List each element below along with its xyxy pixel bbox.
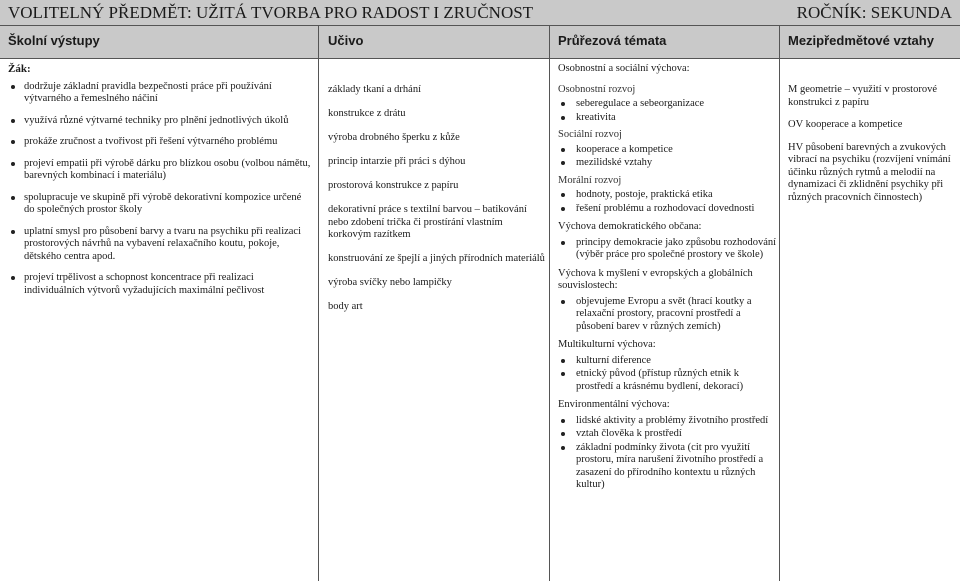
header-band [0, 0, 960, 58]
relation-item: M geometrie – využití v prostorové konstrukci z papíru [788, 84, 938, 108]
list-item: využívá různé výtvarné techniky pro plnění jednotlivých úkolů [8, 115, 313, 128]
list-item: mezilidské vztahy [558, 157, 778, 170]
theme-mkv [558, 339, 778, 393]
curriculum-item: výroba drobného šperku z kůže [328, 132, 460, 143]
list-item: kooperace a kompetice [558, 144, 778, 157]
column-divider [318, 25, 319, 581]
header-divider [0, 25, 960, 26]
list-item: lidské aktivity a problémy životního prostředí [558, 415, 778, 428]
theme-heading: Výchova k myšlení v evropských a globálních souvislostech: [558, 267, 753, 291]
theme-osv [558, 63, 778, 215]
subject-title: VOLITELNÝ PŘEDMĚT: UŽITÁ TVORBA PRO RADOST I ZRUČNOST [8, 3, 534, 22]
curriculum-item: výroba svíčky nebo lampičky [328, 277, 452, 288]
theme-vdo [558, 221, 778, 262]
curriculum-item: konstruování ze špejlí a jiných přírodních materiálů [328, 253, 545, 264]
list-item: etnický původ (přístup různých etnik k prostředí a krásnému bydlení, dekorací) [558, 368, 778, 393]
title-bar [8, 3, 952, 23]
outcomes-list [8, 81, 313, 298]
list-item: dodržuje základní pravidla bezpečnosti práce při používání výtvarného a řemeslného náčiní [8, 81, 313, 106]
curriculum-item: základy tkaní a drhání [328, 84, 422, 95]
relation-item: OV kooperace a kompetice [788, 119, 903, 130]
column-header-curriculum: Učivo [328, 33, 364, 48]
column-divider [549, 25, 550, 581]
list-item: projeví empatii při výrobě dárku pro blízkou osobu (volbou námětu, barevných kombinací i materiálu) [8, 158, 313, 183]
theme-heading: Environmentální výchova: [558, 399, 670, 410]
theme-subgroup: Osobnostní rozvoj [558, 83, 636, 95]
list-item: projeví trpělivost a schopnost koncentrace při realizaci individuálních výtvorů vyžadujících maximální pečlivost [8, 272, 313, 297]
list-item: spolupracuje ve skupině při výrobě dekorativní kompozice určené do společných prostor školy [8, 192, 313, 217]
curriculum-column [328, 63, 546, 325]
themes-column [558, 63, 778, 498]
list-item: objevujeme Evropu a svět (hrací koutky a relaxační prostory, pracovní prostředí a působení barev v různých zemích) [558, 296, 778, 334]
relation-item: HV působení barevných a zvukových vibrací na psychiku (rozvíjení vnímání účinku různých rytmů a melodií na dynamizaci či zklidnění psychiky při různých pracovních činnostech) [788, 141, 951, 203]
header-bottom-line [0, 58, 960, 59]
column-divider [779, 25, 780, 581]
column-header-outcomes: Školní výstupy [8, 33, 100, 48]
list-item: seberegulace a sebeorganizace [558, 98, 778, 111]
list-item: uplatní smysl pro působení barvy a tvaru na psychiku při realizaci prostorových návrhů na vybavení relaxačního koutu, pokoje, dětského centra apod. [8, 226, 313, 264]
list-item: kulturní diference [558, 355, 778, 368]
theme-heading: Výchova demokratického občana: [558, 221, 702, 232]
list-item: řešení problému a rozhodovací dovednosti [558, 203, 778, 216]
column-header-relations: Mezipředmětové vztahy [788, 33, 934, 48]
theme-subgroup: Sociální rozvoj [558, 129, 622, 140]
theme-heading: Osobnostní a sociální výchova: [558, 63, 690, 74]
curriculum-item: prostorová konstrukce z papíru [328, 180, 459, 191]
theme-subgroup: Morální rozvoj [558, 174, 622, 186]
list-item: hodnoty, postoje, praktická etika [558, 189, 778, 202]
list-item: prokáže zručnost a tvořivost při řešení výtvarného problému [8, 136, 313, 149]
list-item: kreativita [558, 112, 778, 125]
list-item: vztah člověka k prostředí [558, 428, 778, 441]
list-item: základní podmínky života (cit pro využití prostoru, míra narušení životního prostředí a zasazení do přírodního kontextu u různých kultur) [558, 442, 778, 492]
column-header-themes: Průřezová témata [558, 33, 667, 48]
grade-title: ROČNÍK: SEKUNDA [796, 3, 952, 22]
curriculum-item: konstrukce z drátu [328, 108, 406, 119]
curriculum-item: princip intarzie při práci s dýhou [328, 156, 466, 167]
relations-column [788, 63, 953, 214]
pupil-label: Žák: [8, 63, 31, 75]
theme-vmegs [558, 268, 778, 334]
theme-env [558, 399, 778, 492]
curriculum-item: body art [328, 301, 363, 312]
theme-heading: Multikulturní výchova: [558, 339, 656, 350]
outcomes-column [8, 63, 313, 306]
curriculum-item: dekorativní práce s textilní barvou – batikování nebo zdobení trička či prostírání vlastním korkovým razítkem [328, 204, 527, 240]
list-item: principy demokracie jako způsobu rozhodování (výběr práce pro společné prostory ve škole) [558, 237, 778, 262]
